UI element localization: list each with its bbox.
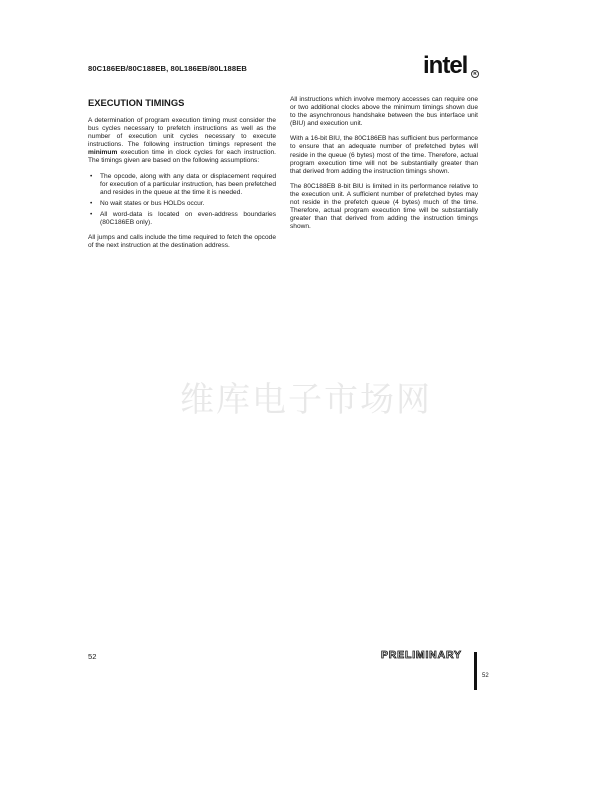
document-header-title: 80C186EB/80C188EB, 80L186EB/80L188EB — [88, 64, 247, 73]
bullet-icon: • — [90, 172, 93, 180]
intro-paragraph — [88, 117, 276, 166]
section-heading: EXECUTION TIMINGS — [88, 97, 185, 108]
right-column — [290, 96, 478, 238]
closing-paragraph: All jumps and calls include the time required to fetch the opcode of the next instruction at the destination address. — [88, 234, 276, 250]
bullet-icon: • — [90, 210, 93, 218]
list-item-text: All word-data is located on even-address boundaries (80C186EB only). — [100, 210, 276, 227]
list-item — [88, 173, 276, 197]
8-bit-biu-paragraph: The 80C188EB 8-bit BIU is limited in its performance relative to the execution unit. A sufficient number of prefetched bytes may not reside in the prefetch queue (4 bytes) much of the time. Therefore, actual program execution time will be substantially greater than that derived from adding the instruction timings shown. — [290, 182, 478, 231]
list-item-text: No wait states or bus HOLDs occur. — [100, 199, 205, 207]
page-number: 52 — [88, 652, 97, 661]
list-item — [88, 211, 276, 227]
assumptions-list — [88, 173, 276, 228]
intro-text-start: A determination of program execution timing must consider the bus cycles necessary to prefetch instructions as well as the number of execution unit cycles necessary to execute instructions. The following instruction timings represent the — [88, 117, 276, 149]
list-item — [88, 200, 276, 208]
preliminary-label: PRELIMINARY — [381, 649, 462, 661]
left-column — [88, 96, 276, 257]
watermark: 维库电子市场网 — [180, 380, 432, 420]
registered-trademark-icon: R — [471, 70, 479, 78]
bullet-icon: • — [90, 199, 93, 207]
intel-logo: intel — [423, 52, 468, 79]
side-divider — [474, 652, 477, 690]
side-page-number: 52 — [482, 673, 489, 679]
intro-bold-term: minimum — [88, 149, 118, 157]
list-item-text: The opcode, along with any data or displacement required for execution of a particular instruction, has been prefetched and resides in the queue at the time it is needed. — [100, 172, 276, 196]
memory-access-paragraph: All instructions which involve memory accesses can require one or two additional clocks above the minimum timings shown due to the asynchronous handshake between the bus interface unit (BIU) and execution unit. — [290, 96, 478, 128]
intro-text-end: execution time in clock cycles for each instruction. The timings given are based on the following assumptions: — [88, 149, 276, 165]
16-bit-biu-paragraph: With a 16-bit BIU, the 80C186EB has sufficient bus performance to ensure that an adequate number of prefetched bytes will reside in the queue (6 bytes) most of the time. Therefore, actual program execution time will not be substantially greater than that derived from adding the instruction timings shown. — [290, 135, 478, 175]
